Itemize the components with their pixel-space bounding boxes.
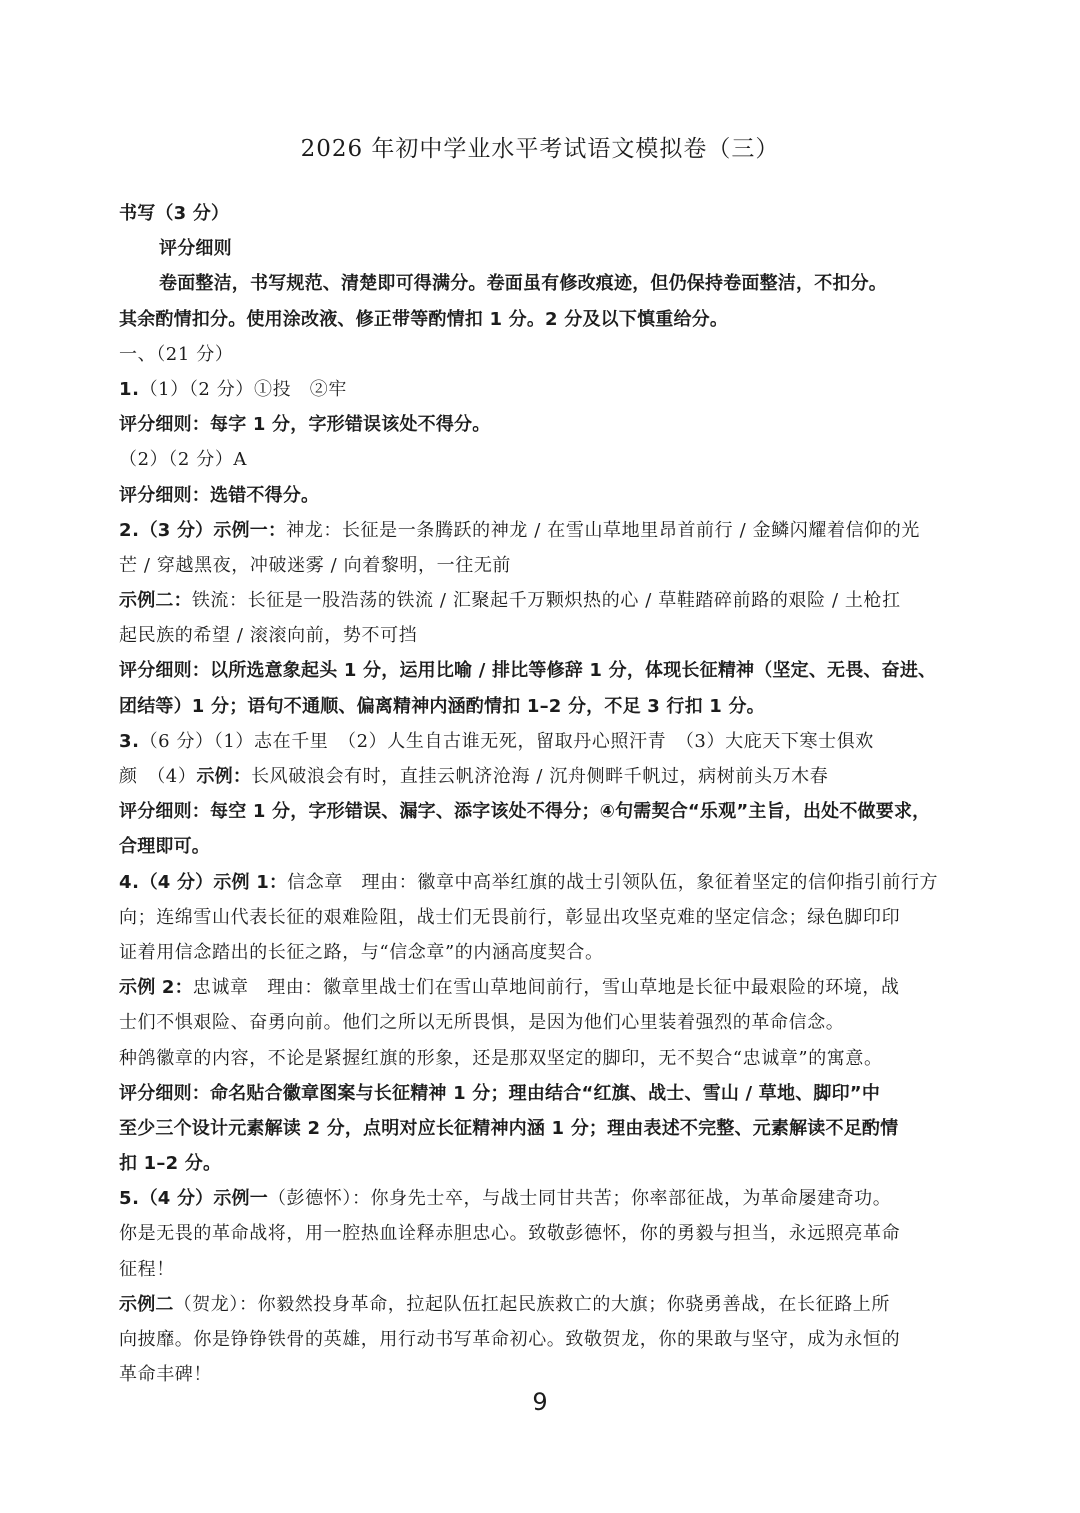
answer-content [119,196,965,1392]
scoring-rule: 团结等）1 分；语句不通顺、偏离精神内涵酌情扣 1–2 分，不足 3 行扣 1 分。 [119,695,765,717]
scoring-rule: 至少三个设计元素解读 2 分，点明对应长征精神内涵 1 分；理由表述不完整、元素解读不足酌情 [119,1117,899,1139]
paragraph-line: 革命丰碑！ [119,1364,212,1386]
example-2: 示例二（贺龙）：你毅然投身革命，拉起队伍扛起民族救亡的大旗；你骁勇善战，在长征路上所 [119,1293,891,1315]
question-number: 2. [119,519,140,541]
section-heading-writing: 书写（3 分） [119,203,230,224]
scoring-rules-heading: 评分细则 [159,238,232,260]
question-4-answer: 4.（4 分）示例 1：信念章 理由：徽章中高举红旗的战士引领队伍，象征着坚定的信仰指引前行方 [119,871,939,893]
scoring-rule: 评分细则：以所选意象起头 1 分，运用比喻 / 排比等修辞 1 分，体现长征精神（坚定、无畏、奋进、 [119,660,937,682]
section-heading-part-one: 一、（21 分） [119,343,234,365]
paragraph-line: 你是无畏的革命战将，用一腔热血诠释赤胆忠心。致敬彭德怀，你的勇毅与担当，永远照亮革命 [119,1223,901,1245]
question-number: 1. [119,378,140,400]
paragraph-line: 士们不惧艰险、奋勇向前。他们之所以无所畏惧，是因为他们心里装着强烈的革命信念。 [119,1012,845,1034]
question-1-answer: 1.（1）（2 分）①投 ②牢 [119,378,347,400]
question-number: 3. [119,730,140,752]
paragraph-line: 芒 / 穿越黑夜，冲破迷雾 / 向着黎明，一往无前 [119,554,512,576]
question-2-answer: 2.（3 分）示例一：神龙：长征是一条腾跃的神龙 / 在雪山草地里昂首前行 / 金鳞闪耀着信仰的光 [119,519,920,541]
paragraph-line: 证着用信念踏出的长征之路，与“信念章”的内涵高度契合。 [119,941,604,963]
scoring-rule: 评分细则：选错不得分。 [119,484,320,506]
question-1-2-answer: （2）（2 分）A [119,449,248,471]
scoring-rule: 合理即可。 [119,836,210,858]
scoring-rule: 扣 1–2 分。 [119,1153,222,1175]
paragraph-line: 向披靡。你是铮铮铁骨的英雄，用行动书写革命初心。致敬贺龙，你的果敢与坚守，成为永恒的 [119,1329,901,1350]
scoring-rule: 评分细则：每字 1 分，字形错误该处不得分。 [119,414,491,436]
paragraph-line: 颜 （4）示例：长风破浪会有时，直挂云帆济沧海 / 沉舟侧畔千帆过，病树前头万木春 [119,766,829,787]
paragraph-line: 起民族的希望 / 滚滚向前，势不可挡 [119,625,418,647]
question-number: 4. [119,871,140,893]
example-2: 示例二：铁流：长征是一股浩荡的铁流 / 汇聚起千万颗炽热的心 / 草鞋踏碎前路的艰险 / 土枪扛 [119,590,901,612]
paragraph-line: 其余酌情扣分。使用涂改液、修正带等酌情扣 1 分。2 分及以下慎重给分。 [119,308,729,330]
question-3-answer: 3.（6 分）（1）志在千里 （2）人生自古谁无死，留取丹心照汗青 （3）大庇天下寒士俱欢 [119,730,874,752]
example-2: 示例 2：忠诚章 理由：徽章里战士们在雪山草地间前行，雪山草地是长征中最艰险的环境，战 [119,977,900,999]
scoring-rule: 评分细则：每空 1 分，字形错误、漏字、添字该处不得分；④句需契合“乐观”主旨，出处不做要求， [119,801,931,823]
paragraph-line: 向；连绵雪山代表长征的艰难险阻，战士们无畏前行，彰显出攻坚克难的坚定信念；绿色脚印印 [119,906,901,928]
question-number: 5. [119,1188,140,1210]
page-number: 9 [532,1388,548,1416]
page-title: 2026 年初中学业水平考试语文模拟卷（三） [300,136,780,162]
question-5-answer: 5.（4 分）示例一（彭德怀）：你身先士卒，与战士同甘共苦；你率部征战，为革命屡建奇功。 [119,1188,892,1210]
paragraph-line: 种鸽徽章的内容，不论是紧握红旗的形象，还是那双坚定的脚印，无不契合“忠诚章”的寓意。 [119,1047,883,1069]
scoring-rule: 评分细则：命名贴合徽章图案与长征精神 1 分；理由结合“红旗、战士、雪山 / 草地、脚印”中 [119,1082,881,1104]
paragraph-line: 征程！ [119,1258,175,1280]
paragraph-line: 卷面整洁，书写规范、清楚即可得满分。卷面虽有修改痕迹，但仍保持卷面整洁，不扣分。 [159,273,887,295]
